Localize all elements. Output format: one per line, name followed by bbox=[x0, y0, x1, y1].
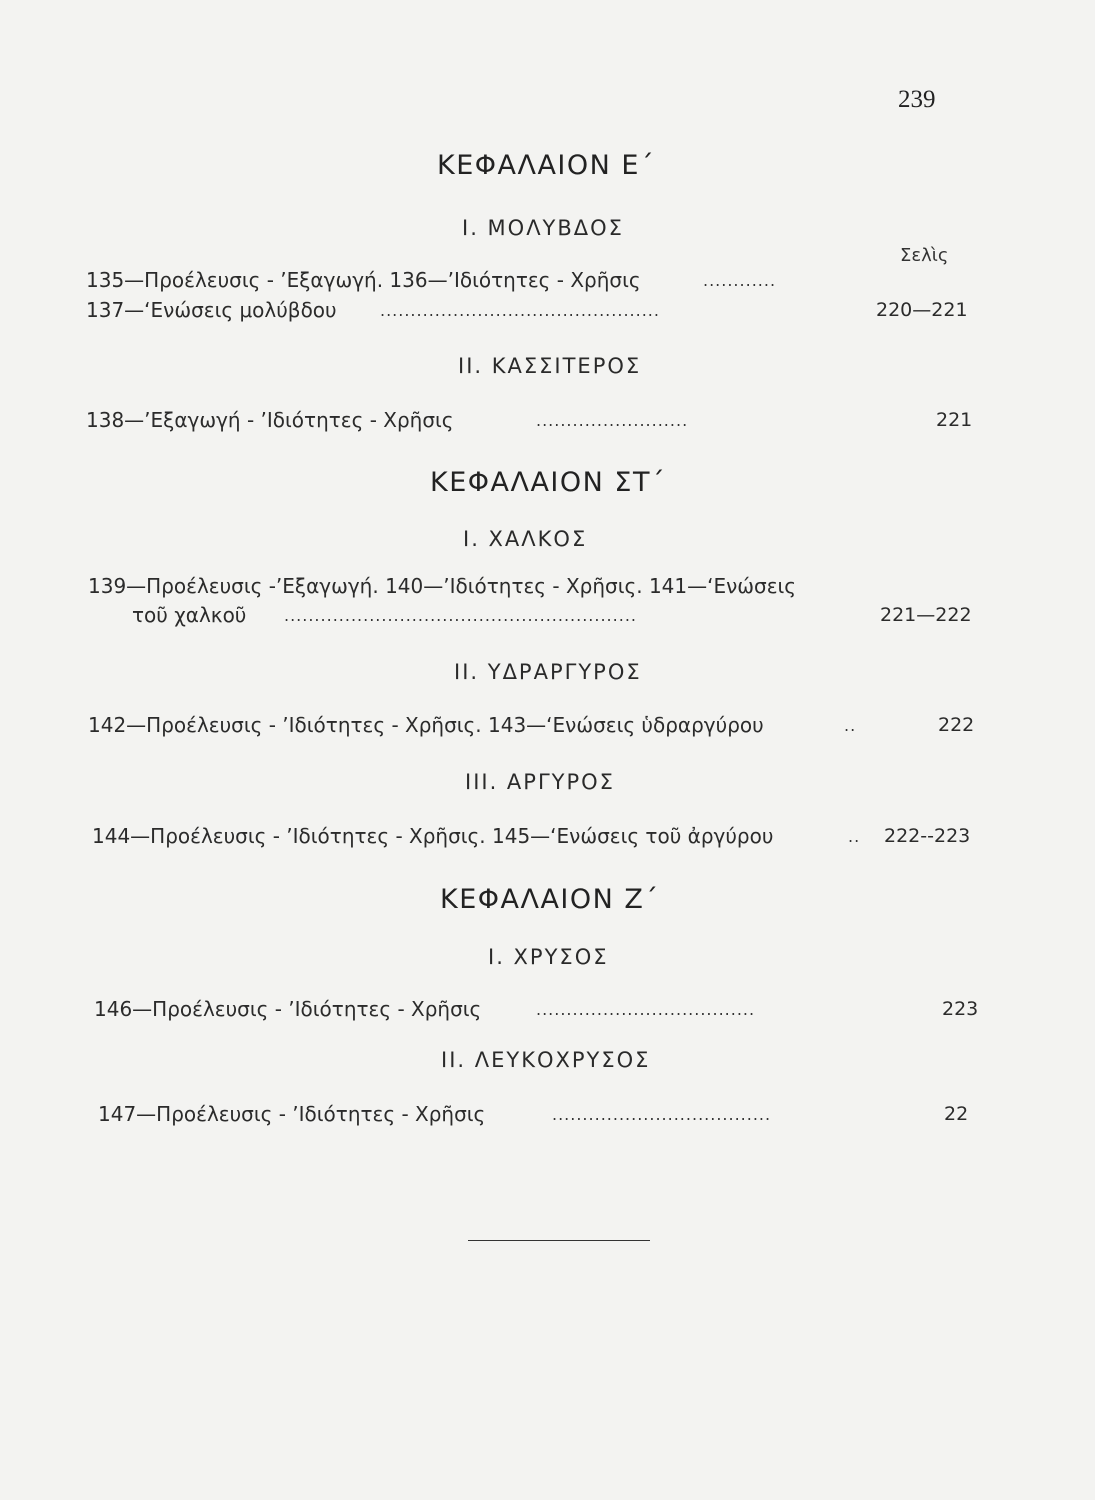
toc-entry-line: 144—Προέλευσις - ’Ιδιότητες - Χρῆσις. 145—‘Ενώσεις τοῦ ἀργύρου bbox=[92, 824, 774, 848]
page-range: 220—221 bbox=[876, 299, 968, 321]
leader-dots: .............................................. bbox=[380, 301, 660, 320]
page-range: 22 bbox=[944, 1103, 969, 1125]
leader-dots: .. bbox=[844, 716, 857, 735]
section-heading: ΙΙ. ΛΕΥΚΟΧΡΥΣΟΣ bbox=[441, 1048, 651, 1072]
section-heading: Ι. ΧΑΛΚΟΣ bbox=[463, 527, 588, 551]
toc-entry-line: 147—Προέλευσις - ’Ιδιότητες - Χρῆσις bbox=[98, 1102, 486, 1126]
leader-dots: .................................... bbox=[552, 1105, 772, 1124]
page-range: 221—222 bbox=[880, 604, 972, 626]
page-range: 221 bbox=[936, 409, 973, 431]
section-heading: ΙΙ. ΚΑΣΣΙΤΕΡΟΣ bbox=[458, 354, 642, 378]
section-heading: ΙΙΙ. ΑΡΓΥΡΟΣ bbox=[465, 770, 615, 794]
page-range: 223 bbox=[942, 998, 979, 1020]
chapter-title: ΚΕΦΑΛΑΙΟΝ Ζ΄ bbox=[440, 884, 660, 915]
page-range: 222--223 bbox=[884, 825, 971, 847]
leader-dots: ............ bbox=[703, 271, 777, 290]
closing-rule bbox=[468, 1240, 650, 1241]
page-range: 222 bbox=[938, 714, 975, 736]
page-number: 239 bbox=[898, 86, 936, 113]
leader-dots: .. bbox=[848, 827, 861, 846]
toc-entry-line: 135—Προέλευσις - ’Εξαγωγή. 136—’Ιδιότητες - Χρῆσις bbox=[86, 268, 641, 292]
pages-column-header: Σελὶς bbox=[900, 245, 949, 266]
section-heading: Ι. ΧΡΥΣΟΣ bbox=[488, 945, 609, 969]
leader-dots: .................................... bbox=[536, 1000, 756, 1019]
toc-entry-line: 139—Προέλευσις -’Εξαγωγή. 140—’Ιδιότητες - Χρῆσις. 141—‘Ενώσεις bbox=[88, 574, 797, 598]
toc-entry-line: 146—Προέλευσις - ’Ιδιότητες - Χρῆσις bbox=[94, 997, 482, 1021]
chapter-title: ΚΕΦΑΛΑΙΟΝ Ε΄ bbox=[437, 150, 655, 181]
toc-entry-line: 137—‘Ενώσεις μολύβδου bbox=[86, 298, 337, 322]
toc-entry-line: 138—’Εξαγωγή - ’Ιδιότητες - Χρῆσις bbox=[86, 408, 454, 432]
leader-dots: ......................... bbox=[536, 411, 689, 430]
section-heading: ΙΙ. ΥΔΡΑΡΓΥΡΟΣ bbox=[454, 660, 642, 684]
leader-dots: .......................................................... bbox=[284, 606, 637, 625]
chapter-title: ΚΕΦΑΛΑΙΟΝ ΣΤ΄ bbox=[430, 467, 666, 498]
section-heading: Ι. ΜΟΛΥΒΔΟΣ bbox=[462, 216, 624, 240]
toc-entry-line: τοῦ χαλκοῦ bbox=[132, 603, 247, 627]
toc-entry-line: 142—Προέλευσις - ’Ιδιότητες - Χρῆσις. 143—‘Ενώσεις ὑδραργύρου bbox=[88, 713, 764, 737]
